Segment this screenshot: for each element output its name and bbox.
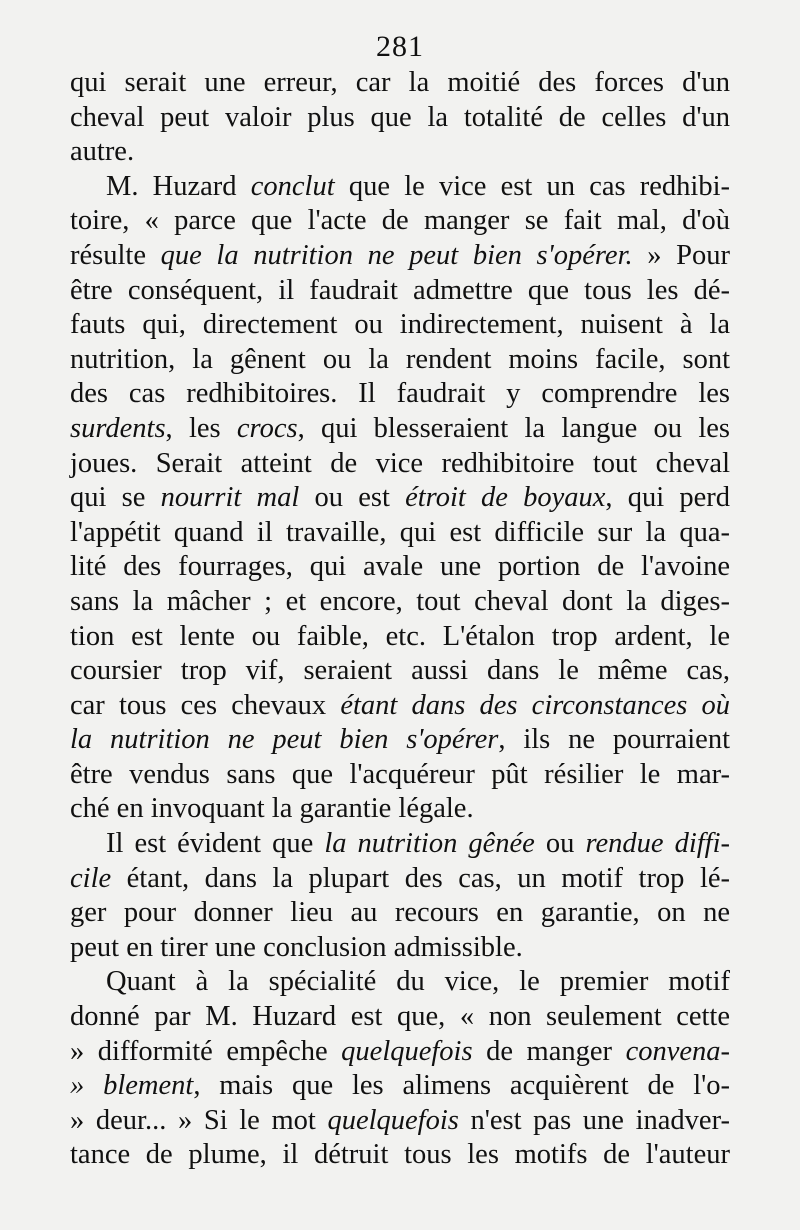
text-segment: tance de plume, il détruit tous les motifs de l'auteur	[70, 1139, 730, 1171]
text-line	[70, 896, 730, 931]
text-line	[70, 758, 730, 793]
text-line	[70, 481, 730, 516]
text-segment: être conséquent, il faudrait admettre que tous les dé-	[70, 274, 730, 306]
text-segment: qui se	[70, 482, 161, 514]
text-segment: résulte	[70, 239, 161, 271]
text-line	[70, 239, 730, 274]
text-segment: toire, « parce que l'acte de manger se fait mal, d'où	[70, 205, 730, 237]
text-line	[70, 931, 730, 966]
text-segment: ché en invoquant la garantie légale.	[70, 793, 474, 825]
text-segment: , les	[165, 412, 237, 444]
text-line	[70, 135, 730, 170]
text-line	[70, 101, 730, 136]
text-segment: , mais que les alimens acquièrent de l'o-	[193, 1070, 730, 1102]
italic-text: nourrit mal	[160, 482, 300, 514]
text-line	[70, 585, 730, 620]
text-line	[70, 170, 730, 205]
text-segment: Quant à la spécialité du vice, le premier motif	[106, 966, 730, 998]
italic-text: rendue diffi-	[585, 828, 731, 860]
italic-text: que la nutrition ne peut bien s'opérer.	[160, 239, 633, 271]
text-line	[70, 654, 730, 689]
text-line	[70, 723, 730, 758]
text-line	[70, 66, 730, 101]
text-line	[70, 689, 730, 724]
italic-text: quelquefois	[327, 1104, 459, 1136]
text-line	[70, 1000, 730, 1035]
text-segment: qui serait une erreur, car la moitié des forces d'un	[70, 67, 730, 98]
text-segment: des cas redhibitoires. Il faudrait y comprendre les	[70, 378, 730, 410]
text-segment: coursier trop vif, seraient aussi dans le même cas,	[70, 655, 730, 687]
text-segment: ou	[534, 828, 586, 860]
italic-text: étroit de boyaux	[405, 482, 606, 514]
italic-text: cile	[70, 862, 112, 894]
text-line	[70, 1104, 730, 1139]
text-segment: lité des fourrages, qui avale une portion de l'avoine	[70, 551, 730, 583]
italic-text: » blement	[70, 1070, 194, 1102]
text-line	[70, 862, 730, 897]
text-segment: , qui blesseraient la langue ou les	[297, 412, 730, 444]
text-line	[70, 827, 730, 862]
text-segment: tion est lente ou faible, etc. L'étalon trop ardent, le	[70, 620, 730, 652]
text-segment: nutrition, la gênent ou la rendent moins facile, sont	[70, 343, 730, 375]
text-line	[70, 550, 730, 585]
text-segment: » Pour	[632, 239, 731, 271]
text-segment: Il est évident que	[106, 828, 325, 860]
text-segment: donné par M. Huzard est que, « non seulement cette	[70, 1001, 730, 1033]
italic-text: la nutrition gênée	[324, 828, 535, 860]
text-segment: » deur... » Si le mot	[70, 1104, 328, 1136]
italic-text: surdents	[70, 412, 166, 444]
page-number: 281	[376, 30, 424, 63]
text-segment: être vendus sans que l'acquéreur pût résilier le mar-	[70, 758, 730, 790]
text-segment: cheval peut valoir plus que la totalité de celles d'un	[70, 101, 730, 133]
text-line	[70, 204, 730, 239]
text-line	[70, 274, 730, 309]
text-line	[70, 1035, 730, 1070]
text-line	[70, 377, 730, 412]
italic-text: quelquefois	[341, 1035, 473, 1067]
text-segment: peut en tirer une conclusion admissible.	[70, 931, 523, 963]
text-line	[70, 447, 730, 482]
text-line	[70, 308, 730, 343]
italic-text: crocs	[236, 412, 298, 444]
text-segment: ger pour donner lieu au recours en garantie, on ne	[70, 897, 730, 929]
text-segment: , ils ne pourraient	[498, 724, 730, 756]
italic-text: étant dans des circonstances où	[340, 689, 731, 721]
text-segment: n'est pas une inadver-	[458, 1104, 730, 1136]
text-segment: fauts qui, directement ou indirectement, nuisent à la	[70, 309, 730, 341]
text-line	[70, 412, 730, 447]
text-segment: autre.	[70, 136, 135, 168]
text-segment: sans la mâcher ; et encore, tout cheval dont la diges-	[70, 585, 730, 617]
text-segment: ou est	[299, 482, 406, 514]
italic-text: conclut	[250, 170, 335, 202]
text-line	[70, 1138, 730, 1173]
text-line	[70, 792, 730, 827]
text-segment: que le vice est un cas redhibi-	[334, 170, 731, 202]
text-segment: de manger	[472, 1035, 626, 1067]
text-line	[70, 516, 730, 551]
text-segment: l'appétit quand il travaille, qui est difficile sur la qua-	[70, 516, 730, 548]
text-segment: étant, dans la plupart des cas, un motif trop lé-	[111, 862, 730, 894]
text-segment: car tous ces chevaux	[70, 689, 341, 721]
text-segment: M. Huzard	[106, 170, 251, 202]
italic-text: convena-	[625, 1035, 731, 1067]
text-segment: joues. Serait atteint de vice redhibitoire tout cheval	[70, 447, 730, 479]
body-text	[70, 66, 730, 1173]
text-segment: , qui perd	[605, 482, 730, 514]
text-segment: » difformité empêche	[70, 1035, 342, 1067]
text-line	[70, 620, 730, 655]
text-line	[70, 343, 730, 378]
text-line	[70, 1069, 730, 1104]
text-line	[70, 965, 730, 1000]
italic-text: la nutrition ne peut bien s'opérer	[70, 724, 499, 756]
